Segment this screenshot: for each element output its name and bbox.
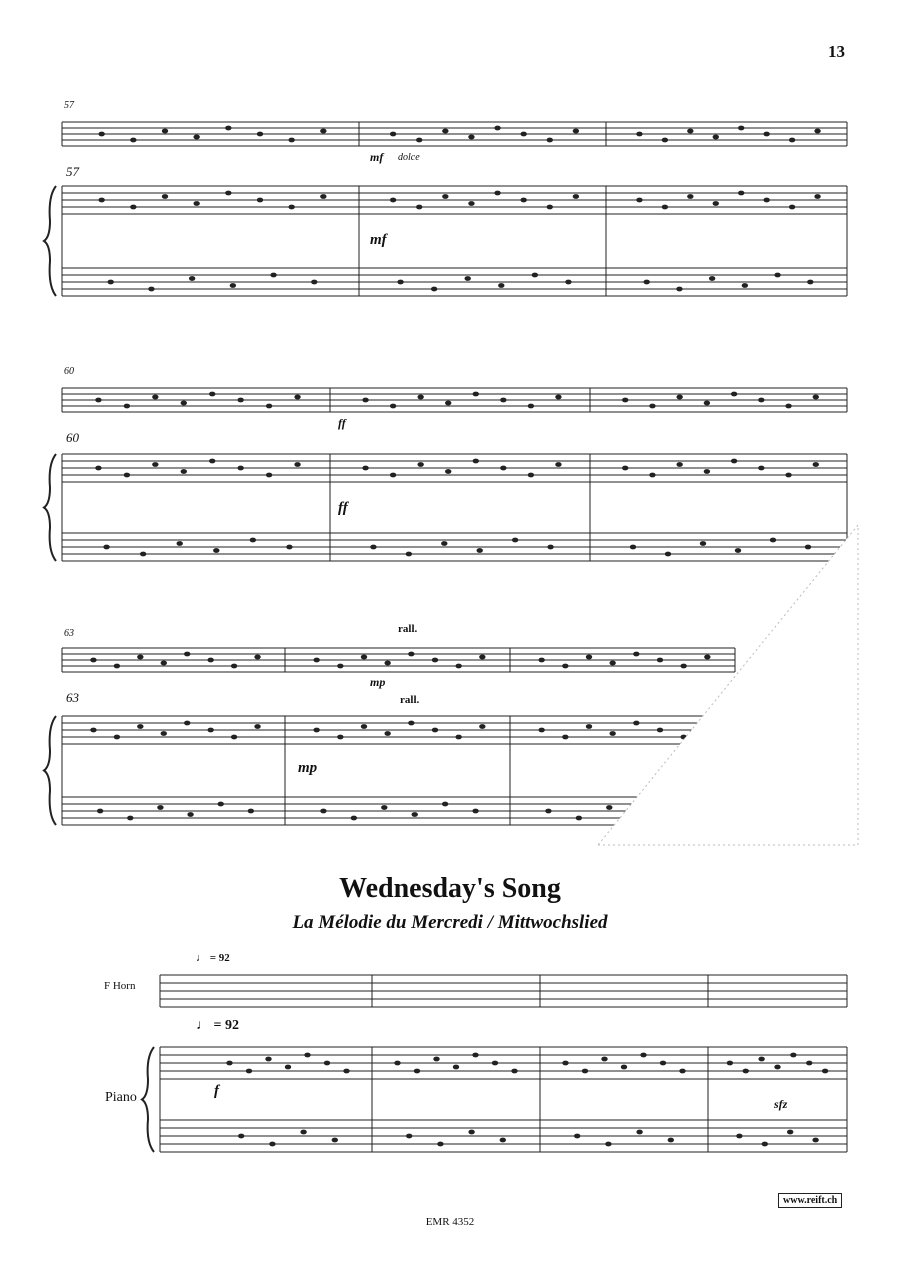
piano-bass-note — [630, 545, 636, 550]
piano-treble-note — [657, 728, 663, 733]
tempo-change: rall. — [398, 623, 418, 635]
horn-note — [137, 655, 143, 660]
piano-treble-note — [237, 466, 243, 471]
piano-treble-note — [343, 1069, 349, 1074]
horn-note — [390, 404, 396, 409]
horn-note — [738, 126, 744, 131]
horn-note — [193, 135, 199, 140]
horn-note — [162, 129, 168, 134]
piano-bass-note — [286, 545, 292, 550]
horn-note — [445, 401, 451, 406]
piano-treble-note — [758, 1057, 764, 1062]
horn-note — [390, 132, 396, 137]
piano-treble-note — [362, 466, 368, 471]
piano-treble-note — [813, 462, 819, 467]
piano-treble-note — [586, 724, 592, 729]
piano-treble-note — [479, 724, 485, 729]
piano-bass-note — [157, 805, 163, 810]
horn-note — [538, 658, 544, 663]
piano-bass-note — [311, 280, 317, 285]
piano-bass-note — [547, 545, 553, 550]
website-link[interactable]: www.reift.ch — [778, 1193, 842, 1208]
piano-treble-note — [704, 469, 710, 474]
piano-treble-note — [473, 459, 479, 464]
horn-note — [713, 135, 719, 140]
dynamic-marking: mf — [370, 232, 387, 248]
piano-bass-note — [412, 812, 418, 817]
dynamic-marking: mf — [370, 150, 384, 164]
horn-note — [231, 664, 237, 669]
piano-treble-note — [790, 1053, 796, 1058]
horn-note — [785, 404, 791, 409]
piano-treble-note — [738, 191, 744, 196]
horn-note — [528, 404, 534, 409]
horn-note — [520, 132, 526, 137]
piano-treble-note — [384, 731, 390, 736]
piano-bass-note — [465, 276, 471, 281]
piano-treble-note — [209, 459, 215, 464]
horn-note — [361, 655, 367, 660]
horn-note — [114, 664, 120, 669]
horn-note — [337, 664, 343, 669]
piano-treble-note — [114, 735, 120, 740]
piano-treble-note — [660, 1061, 666, 1066]
piano-bass-note — [370, 545, 376, 550]
piano-treble-note — [161, 731, 167, 736]
piano-treble-note — [193, 201, 199, 206]
horn-note — [152, 395, 158, 400]
dynamic-marking: mp — [298, 760, 318, 776]
horn-note — [98, 132, 104, 137]
piano-treble-note — [785, 473, 791, 478]
measure-number: 60 — [66, 430, 79, 445]
piano-bass-note — [709, 276, 715, 281]
piano-treble-note — [636, 198, 642, 203]
piano-brace — [44, 716, 56, 825]
horn-note — [90, 658, 96, 663]
horn-note — [313, 658, 319, 663]
piano-treble-note — [763, 198, 769, 203]
piano-treble-note — [337, 735, 343, 740]
horn-note — [294, 395, 300, 400]
piano-bass-note — [300, 1130, 306, 1135]
piano-treble-note — [130, 205, 136, 210]
piano-treble-note — [511, 1069, 517, 1074]
piano-bass-note — [381, 805, 387, 810]
horn-note — [636, 132, 642, 137]
piano-bass-note — [250, 538, 256, 543]
horn-note — [254, 655, 260, 660]
piano-treble-note — [806, 1061, 812, 1066]
tempo-marking: ♩ = 92 — [196, 1018, 239, 1033]
catalog-number: EMR 4352 — [425, 1216, 475, 1228]
instrument-label-piano: Piano — [105, 1090, 137, 1105]
piano-bass-note — [397, 280, 403, 285]
piano-bass-note — [351, 816, 357, 821]
tempo-change: rall. — [400, 694, 420, 706]
piano-treble-note — [468, 201, 474, 206]
piano-treble-note — [98, 198, 104, 203]
piano-bass-note — [442, 802, 448, 807]
horn-note — [207, 658, 213, 663]
piano-brace — [44, 454, 56, 561]
dynamic-marking: f — [214, 1083, 219, 1099]
piano-bass-note — [472, 809, 478, 814]
tempo-marking: ♩ = 92 — [196, 952, 230, 964]
piece-title: Wednesday's Song — [339, 873, 561, 904]
piano-treble-note — [90, 728, 96, 733]
piano-bass-note — [218, 802, 224, 807]
piano-treble-note — [432, 728, 438, 733]
piano-treble-note — [266, 473, 272, 478]
piano-treble-note — [394, 1061, 400, 1066]
horn-note — [442, 129, 448, 134]
piano-bass-note — [269, 1142, 275, 1147]
piano-bass-note — [441, 541, 447, 546]
piano-bass-note — [812, 1138, 818, 1143]
piano-treble-note — [442, 194, 448, 199]
horn-note — [687, 129, 693, 134]
piano-bass-note — [189, 276, 195, 281]
piano-bass-note — [437, 1142, 443, 1147]
piano-treble-note — [231, 735, 237, 740]
piano-bass-note — [787, 1130, 793, 1135]
horn-note — [161, 661, 167, 666]
piano-bass-note — [665, 552, 671, 557]
piano-treble-note — [538, 728, 544, 733]
piano-bass-note — [512, 538, 518, 543]
piano-treble-note — [320, 194, 326, 199]
horn-note — [622, 398, 628, 403]
piano-bass-note — [103, 545, 109, 550]
piano-treble-note — [500, 466, 506, 471]
horn-note — [500, 398, 506, 403]
piano-treble-note — [622, 466, 628, 471]
piano-treble-note — [547, 205, 553, 210]
piano-treble-note — [285, 1065, 291, 1070]
piano-treble-note — [555, 462, 561, 467]
piano-treble-note — [414, 1069, 420, 1074]
piano-bass-note — [97, 809, 103, 814]
horn-note — [758, 398, 764, 403]
horn-note — [320, 129, 326, 134]
horn-note — [649, 404, 655, 409]
piano-bass-note — [500, 1138, 506, 1143]
horn-note — [184, 652, 190, 657]
piano-treble-note — [743, 1069, 749, 1074]
horn-note — [479, 655, 485, 660]
horn-note — [95, 398, 101, 403]
piano-treble-note — [162, 194, 168, 199]
piano-treble-note — [445, 469, 451, 474]
piano-treble-note — [582, 1069, 588, 1074]
piano-bass-note — [108, 280, 114, 285]
horn-note — [704, 655, 710, 660]
piano-treble-note — [494, 191, 500, 196]
horn-note — [494, 126, 500, 131]
piano-bass-note — [606, 805, 612, 810]
page-number: 13 — [828, 42, 845, 61]
dynamic-marking: ff — [338, 500, 348, 516]
piano-bass-note — [700, 541, 706, 546]
piano-treble-note — [288, 205, 294, 210]
horn-note — [573, 129, 579, 134]
piano-bass-note — [238, 1134, 244, 1139]
horn-note — [676, 395, 682, 400]
piano-treble-note — [95, 466, 101, 471]
piano-bass-note — [574, 1134, 580, 1139]
piano-treble-note — [313, 728, 319, 733]
horn-note — [814, 129, 820, 134]
piano-treble-note — [225, 191, 231, 196]
piano-treble-note — [814, 194, 820, 199]
horn-note — [455, 664, 461, 669]
piano-treble-note — [254, 724, 260, 729]
piano-bass-note — [636, 1130, 642, 1135]
piano-bass-note — [668, 1138, 674, 1143]
piano-treble-note — [731, 459, 737, 464]
piano-treble-note — [789, 205, 795, 210]
piano-treble-note — [520, 198, 526, 203]
measure-number: 57 — [64, 100, 74, 111]
measure-number: 63 — [64, 628, 74, 639]
horn-note — [384, 661, 390, 666]
piano-treble-note — [257, 198, 263, 203]
piano-bass-note — [532, 273, 538, 278]
piano-treble-note — [649, 473, 655, 478]
piano-bass-note — [807, 280, 813, 285]
instrument-label-horn: F Horn — [104, 980, 136, 992]
measure-number: 60 — [64, 366, 74, 377]
piano-treble-note — [472, 1053, 478, 1058]
piano-bass-note — [805, 545, 811, 550]
piece-subtitle: La Mélodie du Mercredi / Mittwochslied — [292, 912, 608, 933]
horn-note — [130, 138, 136, 143]
piano-bass-note — [605, 1142, 611, 1147]
piano-treble-note — [562, 1061, 568, 1066]
piano-treble-note — [361, 724, 367, 729]
piano-bass-note — [213, 548, 219, 553]
piano-treble-note — [562, 735, 568, 740]
piano-bass-note — [177, 541, 183, 546]
piano-treble-note — [662, 205, 668, 210]
piano-bass-note — [332, 1138, 338, 1143]
horn-note — [704, 401, 710, 406]
horn-note — [209, 392, 215, 397]
piano-treble-note — [124, 473, 130, 478]
piano-treble-note — [416, 205, 422, 210]
horn-note — [609, 661, 615, 666]
piano-treble-note — [324, 1061, 330, 1066]
piano-bass-note — [498, 283, 504, 288]
horn-note — [473, 392, 479, 397]
piano-treble-note — [294, 462, 300, 467]
piano-treble-note — [528, 473, 534, 478]
horn-note — [417, 395, 423, 400]
accent-marking: sfz — [774, 1097, 788, 1111]
piano-treble-note — [609, 731, 615, 736]
piano-treble-note — [687, 194, 693, 199]
piano-treble-note — [152, 462, 158, 467]
piano-bass-note — [545, 809, 551, 814]
horn-note — [763, 132, 769, 137]
piano-bass-note — [406, 552, 412, 557]
horn-note — [257, 132, 263, 137]
piano-treble-note — [137, 724, 143, 729]
piano-bass-note — [187, 812, 193, 817]
piano-bass-note — [468, 1130, 474, 1135]
piano-treble-note — [226, 1061, 232, 1066]
horn-note — [468, 135, 474, 140]
horn-note — [124, 404, 130, 409]
horn-note — [408, 652, 414, 657]
piano-treble-note — [207, 728, 213, 733]
piano-bass-note — [140, 552, 146, 557]
piano-treble-note — [676, 462, 682, 467]
horn-note — [813, 395, 819, 400]
piano-treble-note — [455, 735, 461, 740]
piano-treble-note — [774, 1065, 780, 1070]
piano-treble-note — [417, 462, 423, 467]
piano-treble-note — [633, 721, 639, 726]
piano-treble-note — [433, 1057, 439, 1062]
horn-note — [657, 658, 663, 663]
horn-note — [225, 126, 231, 131]
horn-note — [789, 138, 795, 143]
measure-number: 63 — [66, 690, 79, 705]
horn-note — [731, 392, 737, 397]
piano-bass-note — [431, 287, 437, 292]
piano-bass-note — [230, 283, 236, 288]
piano-bass-note — [576, 816, 582, 821]
piano-brace — [44, 186, 56, 296]
horn-note — [586, 655, 592, 660]
horn-note — [633, 652, 639, 657]
piano-treble-note — [601, 1057, 607, 1062]
piano-bass-note — [770, 538, 776, 543]
piano-bass-note — [774, 273, 780, 278]
horn-note — [266, 404, 272, 409]
piano-treble-note — [390, 198, 396, 203]
expression-marking: dolce — [398, 152, 420, 163]
piano-treble-note — [184, 721, 190, 726]
piano-treble-note — [713, 201, 719, 206]
horn-note — [416, 138, 422, 143]
piano-treble-note — [265, 1057, 271, 1062]
piano-treble-note — [246, 1069, 252, 1074]
horn-note — [181, 401, 187, 406]
piano-treble-note — [390, 473, 396, 478]
page-curl — [598, 525, 858, 845]
piano-bass-note — [148, 287, 154, 292]
horn-note — [432, 658, 438, 663]
piano-bass-note — [248, 809, 254, 814]
piano-treble-note — [181, 469, 187, 474]
piano-treble-note — [573, 194, 579, 199]
piano-treble-note — [640, 1053, 646, 1058]
piano-treble-note — [453, 1065, 459, 1070]
piano-treble-note — [758, 466, 764, 471]
piano-bass-note — [406, 1134, 412, 1139]
horn-note — [288, 138, 294, 143]
measure-number: 57 — [66, 164, 79, 179]
piano-bass-note — [742, 283, 748, 288]
piano-bass-note — [735, 548, 741, 553]
piano-bass-note — [477, 548, 483, 553]
piano-treble-note — [822, 1069, 828, 1074]
piano-treble-note — [727, 1061, 733, 1066]
dynamic-marking: ff — [338, 416, 346, 430]
piano-bass-note — [736, 1134, 742, 1139]
piano-treble-note — [621, 1065, 627, 1070]
horn-note — [237, 398, 243, 403]
horn-note — [555, 395, 561, 400]
horn-note — [362, 398, 368, 403]
piano-bass-note — [644, 280, 650, 285]
horn-note — [547, 138, 553, 143]
piano-bass-note — [127, 816, 133, 821]
piano-bass-note — [565, 280, 571, 285]
piano-treble-note — [492, 1061, 498, 1066]
piano-treble-note — [679, 1069, 685, 1074]
piano-brace — [142, 1047, 154, 1152]
piano-bass-note — [676, 287, 682, 292]
piano-bass-note — [270, 273, 276, 278]
piano-treble-note — [304, 1053, 310, 1058]
piano-treble-note — [408, 721, 414, 726]
horn-note — [562, 664, 568, 669]
piano-bass-note — [762, 1142, 768, 1147]
dynamic-marking: mp — [370, 675, 386, 689]
horn-note — [680, 664, 686, 669]
piano-bass-note — [320, 809, 326, 814]
horn-note — [662, 138, 668, 143]
